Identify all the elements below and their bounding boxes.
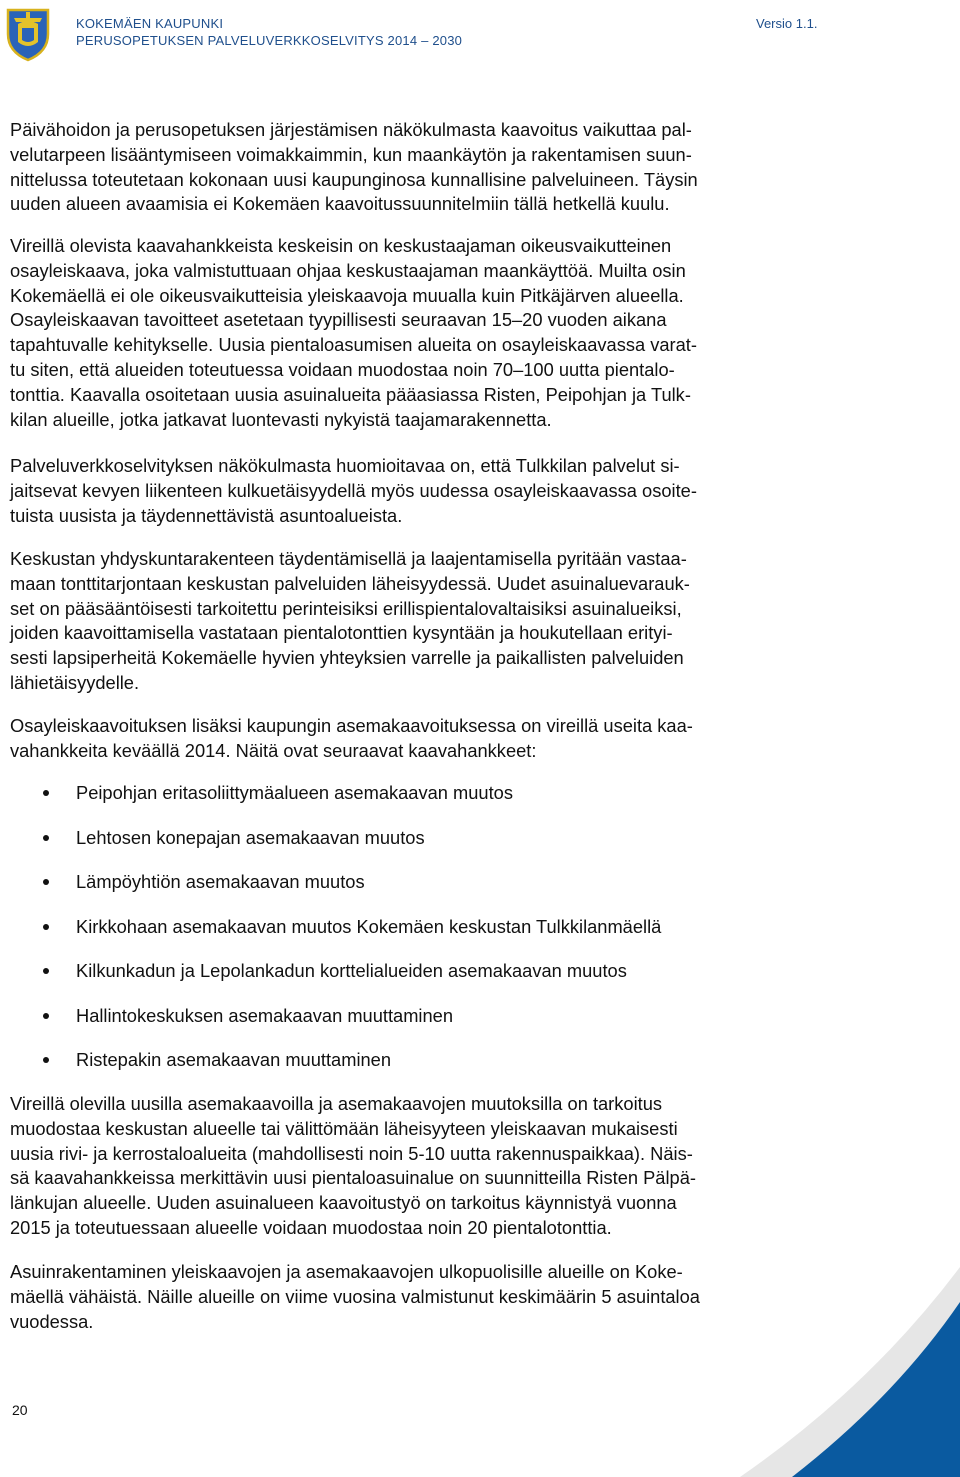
paragraph-1 — [10, 118, 698, 217]
text-line: Kokemäellä ei ole oikeusvaikutteisia yleiskaavoja muualla kuin Pitkäjärven alueella. — [10, 284, 684, 306]
paragraph-2 — [10, 234, 697, 432]
text-line: vahankkeita keväällä 2014. Näitä ovat seuraavat kaavahankkeet: — [10, 739, 537, 761]
list-item — [10, 1003, 836, 1029]
text-line: mäellä vähäistä. Näille alueille on viime vuosina valmistunut keskimäärin 5 asuintaloa — [10, 1285, 700, 1307]
document-title: PERUSOPETUKSEN PALVELUVERKKOSELVITYS 2014 – 2030 — [76, 33, 463, 48]
page-number: 20 — [12, 1402, 28, 1418]
bullet-icon — [43, 968, 49, 974]
text-line: lähietäisyydelle. — [10, 671, 140, 693]
text-line: 2015 ja toteutuessaan alueelle voidaan muodostaa noin 20 pientalotonttia. — [10, 1216, 612, 1238]
list-item-text: Peipohjan eritasoliittymäalueen asemakaavan muutos — [76, 782, 513, 803]
paragraph-7 — [10, 1260, 700, 1334]
paragraph-5 — [10, 714, 693, 764]
text-line: vuodessa. — [10, 1310, 94, 1332]
page-header — [0, 0, 960, 70]
text-line: set on pääsääntöisesti tarkoitettu perinteisiksi erillispientalovaltaisiksi asuinalueiksi, — [10, 597, 682, 619]
text-line: sesti lapsiperheitä Kokemäelle hyvien yhteyksien varrelle ja paikallisten palveluiden — [10, 647, 684, 669]
text-line: tonttia. Kaavalla osoitetaan uusia asuinalueita pääasiassa Risten, Peipohjan ja Tulk- — [10, 383, 691, 405]
bullet-icon — [43, 790, 49, 796]
text-line: joiden kaavoittamisella vastataan pientalotonttien kysyntään ja houkutellaan erityi- — [10, 622, 673, 644]
text-line: Päivähoidon ja perusopetuksen järjestämisen näkökulmasta kaavoitus vaikuttaa pal- — [10, 119, 692, 140]
list-item — [10, 825, 836, 851]
text-line: maan tonttitarjontaan keskustan palveluiden läheisyydessä. Uudet asuinaluevarauk- — [10, 572, 690, 594]
list-item-text: Ristepakin asemakaavan muuttaminen — [76, 1049, 392, 1070]
text-line: tu siten, että alueiden toteutuessa voidaan muodostaa noin 70–100 uutta pientalo- — [10, 358, 675, 380]
text-line: Osayleiskaavan tavoitteet asetetaan tyypillisesti seuraavan 15–20 vuoden aikana — [10, 309, 667, 331]
text-line: länkujan alueelle. Uuden asuinalueen kaavoitustyö on tarkoitus käynnistyä vuonna — [10, 1192, 677, 1214]
text-line: sä kaavahankkeissa merkittävin uusi pientaloasuinalue on suunnitteilla Risten Pälpä- — [10, 1167, 696, 1189]
text-line: Asuinrakentaminen yleiskaavojen ja asemakaavojen ulkopuolisille alueille on Koke- — [10, 1261, 683, 1282]
list-item-text: Hallintokeskuksen asemakaavan muuttaminen — [76, 1004, 453, 1026]
text-line: muodostaa keskustan alueelle tai välittömään läheisyyteen yleiskaavan mukaisesti — [10, 1117, 678, 1139]
list-item-text: Lehtosen konepajan asemakaavan muutos — [76, 826, 425, 848]
text-line: Osayleiskaavoituksen lisäksi kaupungin asemakaavoituksessa on vireillä useita kaa- — [10, 715, 693, 736]
paragraph-3 — [10, 454, 697, 528]
text-line: uusia rivi- ja kerrostaloalueita (mahdollisesti noin 5-10 uutta rakennuspaikkaa). Näis- — [10, 1142, 693, 1164]
version-label: Versio 1.1. — [756, 16, 818, 31]
bullet-icon — [43, 835, 49, 841]
paragraph-4 — [10, 547, 690, 696]
bullet-icon — [43, 1057, 49, 1063]
bullet-icon — [43, 1013, 49, 1019]
text-line: kilan alueille, jotka jatkavat luontevasti nykyistä taajamarakennetta. — [10, 408, 552, 430]
organization-name: KOKEMÄEN KAUPUNKI — [76, 16, 224, 31]
bullet-icon — [43, 924, 49, 930]
corner-decoration — [730, 1247, 960, 1477]
list-item — [10, 914, 836, 940]
text-line: Vireillä olevilla uusilla asemakaavoilla ja asemakaavojen muutoksilla on tarkoitus — [10, 1093, 663, 1114]
text-line: velutarpeen lisääntymiseen voimakkaimmin, kun maankäytön ja rakentamisen suun- — [10, 143, 692, 165]
text-line: Vireillä olevista kaavahankkeista keskeisin on keskustaajaman oikeusvaikutteinen — [10, 235, 672, 256]
text-line: uuden alueen avaamisia ei Kokemäen kaavoitussuunnitelmiin tällä hetkellä kuulu. — [10, 193, 670, 215]
list-item-text: Kirkkohaan asemakaavan muutos Kokemäen keskustan Tulkkilanmäellä — [76, 915, 662, 937]
list-item — [10, 958, 836, 984]
kokemaki-coat-of-arms-icon — [4, 4, 52, 62]
paragraph-6 — [10, 1092, 696, 1241]
list-item-text: Kilkunkadun ja Lepolankadun korttelialueiden asemakaavan muutos — [76, 960, 627, 981]
list-item-text: Lämpöyhtiön asemakaavan muutos — [76, 871, 365, 892]
text-line: nittelussa toteutetaan kokonaan uusi kaupunginosa kunnallisine palveluineen. Täysin — [10, 168, 698, 190]
list-item — [10, 1047, 836, 1073]
text-line: Keskustan yhdyskuntarakenteen täydentämisellä ja laajentamisella pyritään vastaa- — [10, 548, 687, 569]
text-line: osayleiskaava, joka valmistuttuaan ohjaa keskustaajaman maankäyttöä. Muilta osin — [10, 259, 686, 281]
text-line: jaitsevat kevyen liikenteen kulkuetäisyydellä myös uudessa osayleiskaavassa osoite- — [10, 479, 697, 501]
bullet-icon — [43, 879, 49, 885]
text-line: tapahtuvalle kehitykselle. Uusia pientaloasumisen alueita on osayleiskaavassa varat- — [10, 334, 697, 356]
text-line: tuista uusista ja täydennettävistä asuntoalueista. — [10, 504, 403, 526]
list-item — [10, 869, 836, 895]
list-item — [10, 780, 836, 806]
text-line: Palveluverkkoselvityksen näkökulmasta huomioitavaa on, että Tulkkilan palvelut si- — [10, 455, 680, 476]
